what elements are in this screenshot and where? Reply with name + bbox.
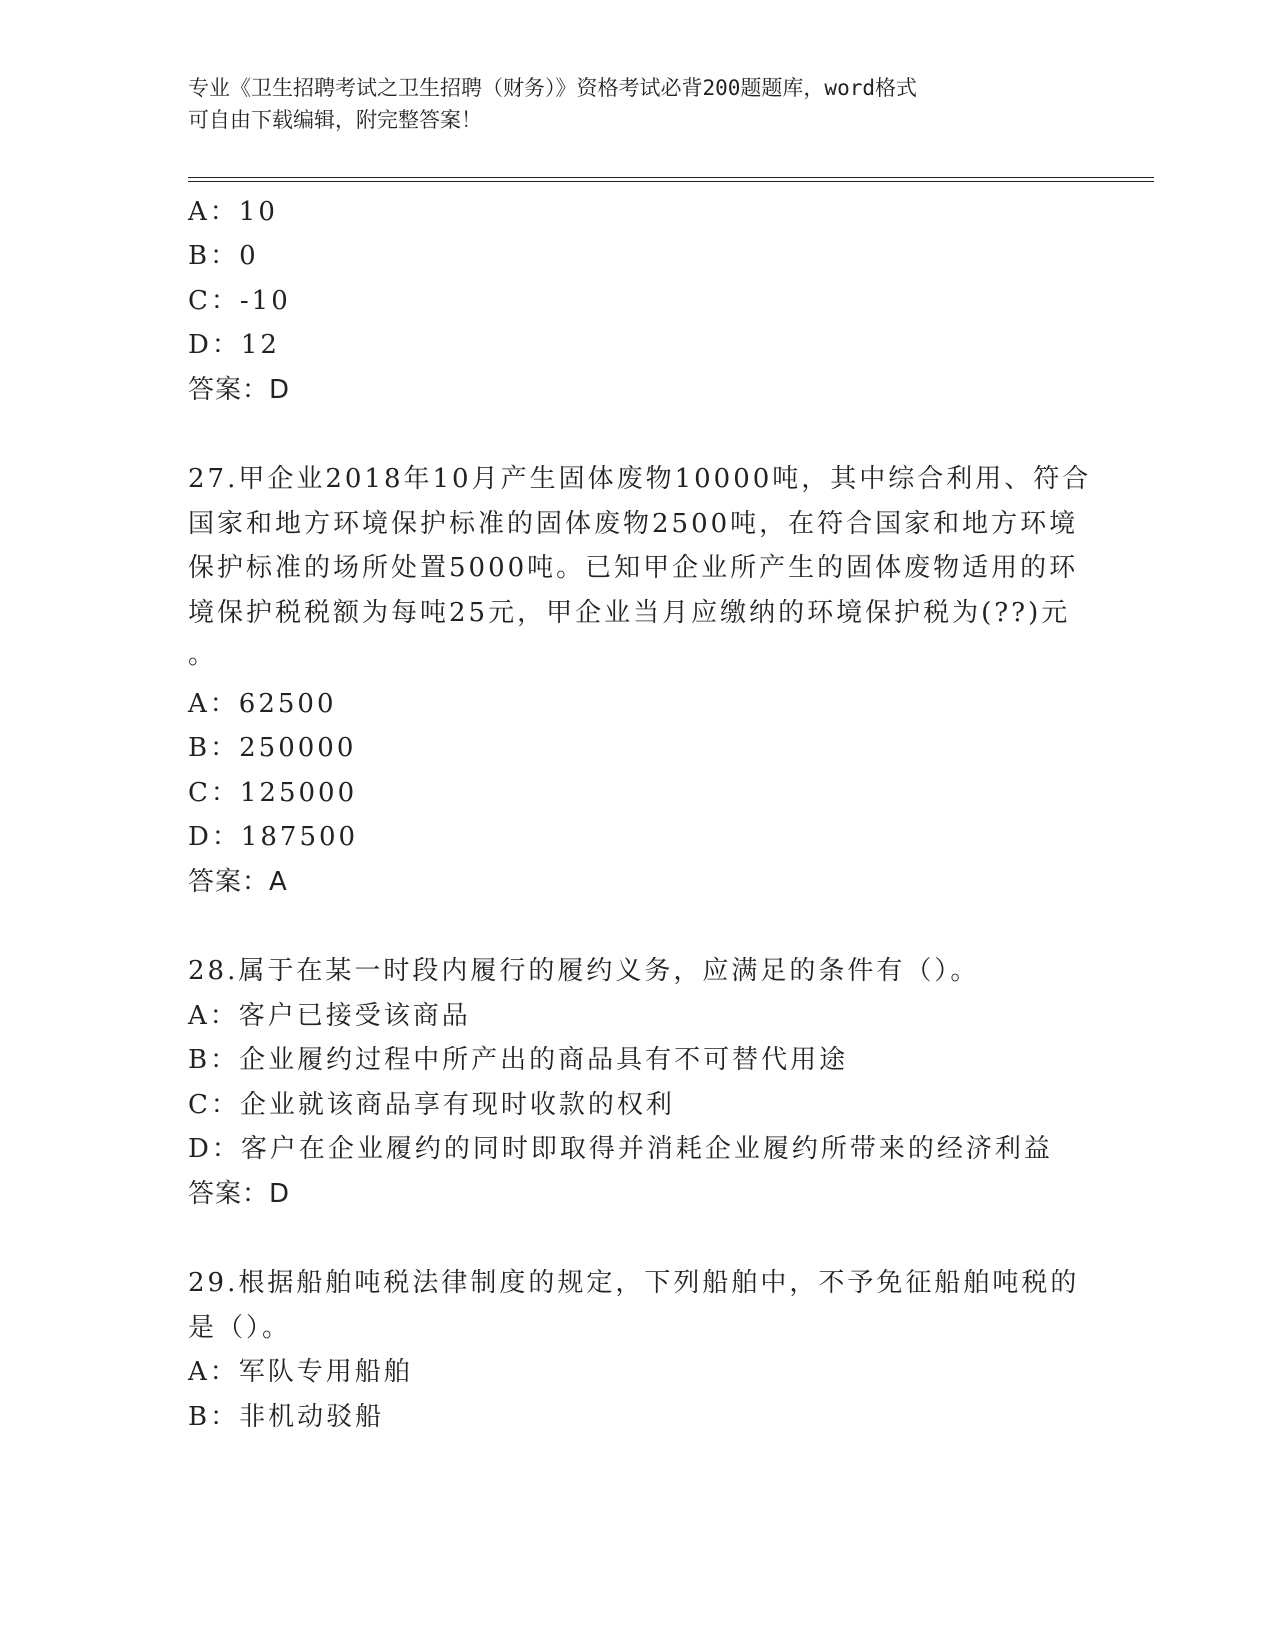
q28-stem: 28.属于在某一时段内履行的履约义务，应满足的条件有（）。: [188, 956, 980, 986]
q28-option-c: C：企业就该商品享有现时收款的权利: [188, 1090, 675, 1120]
q27-stem-line-3: 保护标准的场所处置5000吨。已知甲企业所产生的固体废物适用的环: [188, 553, 1079, 583]
q28-option-d: D：客户在企业履约的同时即取得并消耗企业履约所带来的经济利益: [188, 1134, 1053, 1164]
header-line-2: 可自由下载编辑，附完整答案！: [188, 108, 482, 132]
q26-option-c: C：-10: [188, 286, 291, 316]
q28-option-b: B：企业履约过程中所产出的商品具有不可替代用途: [188, 1045, 849, 1075]
q26-option-a: A：10: [188, 197, 278, 227]
header-line-1: 专业《卫生招聘考试之卫生招聘（财务）》资格考试必背200题题库，word格式: [188, 76, 917, 100]
document-header: [188, 72, 1078, 136]
header-divider-top: [188, 177, 1154, 178]
q26-option-b: B：0: [188, 241, 259, 271]
q27-stem-line-5: 。: [188, 640, 218, 670]
q27-option-b: B：250000: [188, 733, 357, 763]
q29-stem-line-2: 是（）。: [188, 1313, 292, 1343]
q27-answer: 答案：A: [188, 867, 288, 897]
q28-option-a: A：客户已接受该商品: [188, 1001, 471, 1031]
q26-option-d: D：12: [188, 330, 280, 360]
header-divider-bottom: [188, 181, 1154, 182]
q29-stem-line-1: 29.根据船舶吨税法律制度的规定，下列船舶中，不予免征船舶吨税的: [188, 1268, 1080, 1298]
q27-option-a: A：62500: [188, 689, 337, 719]
q26-answer: 答案：D: [188, 375, 291, 405]
q27-stem-line-4: 境保护税税额为每吨25元，甲企业当月应缴纳的环境保护税为(??)元: [188, 598, 1071, 628]
q27-stem-line-2: 国家和地方环境保护标准的固体废物2500吨，在符合国家和地方环境: [188, 509, 1079, 539]
q27-stem-line-1: 27.甲企业2018年10月产生固体废物10000吨，其中综合利用、符合: [188, 464, 1092, 494]
q29-option-b: B：非机动驳船: [188, 1402, 385, 1432]
q27-option-d: D：187500: [188, 822, 359, 852]
q28-answer: 答案：D: [188, 1179, 291, 1209]
q27-option-c: C：125000: [188, 778, 358, 808]
q29-option-a: A：军队专用船舶: [188, 1357, 413, 1387]
